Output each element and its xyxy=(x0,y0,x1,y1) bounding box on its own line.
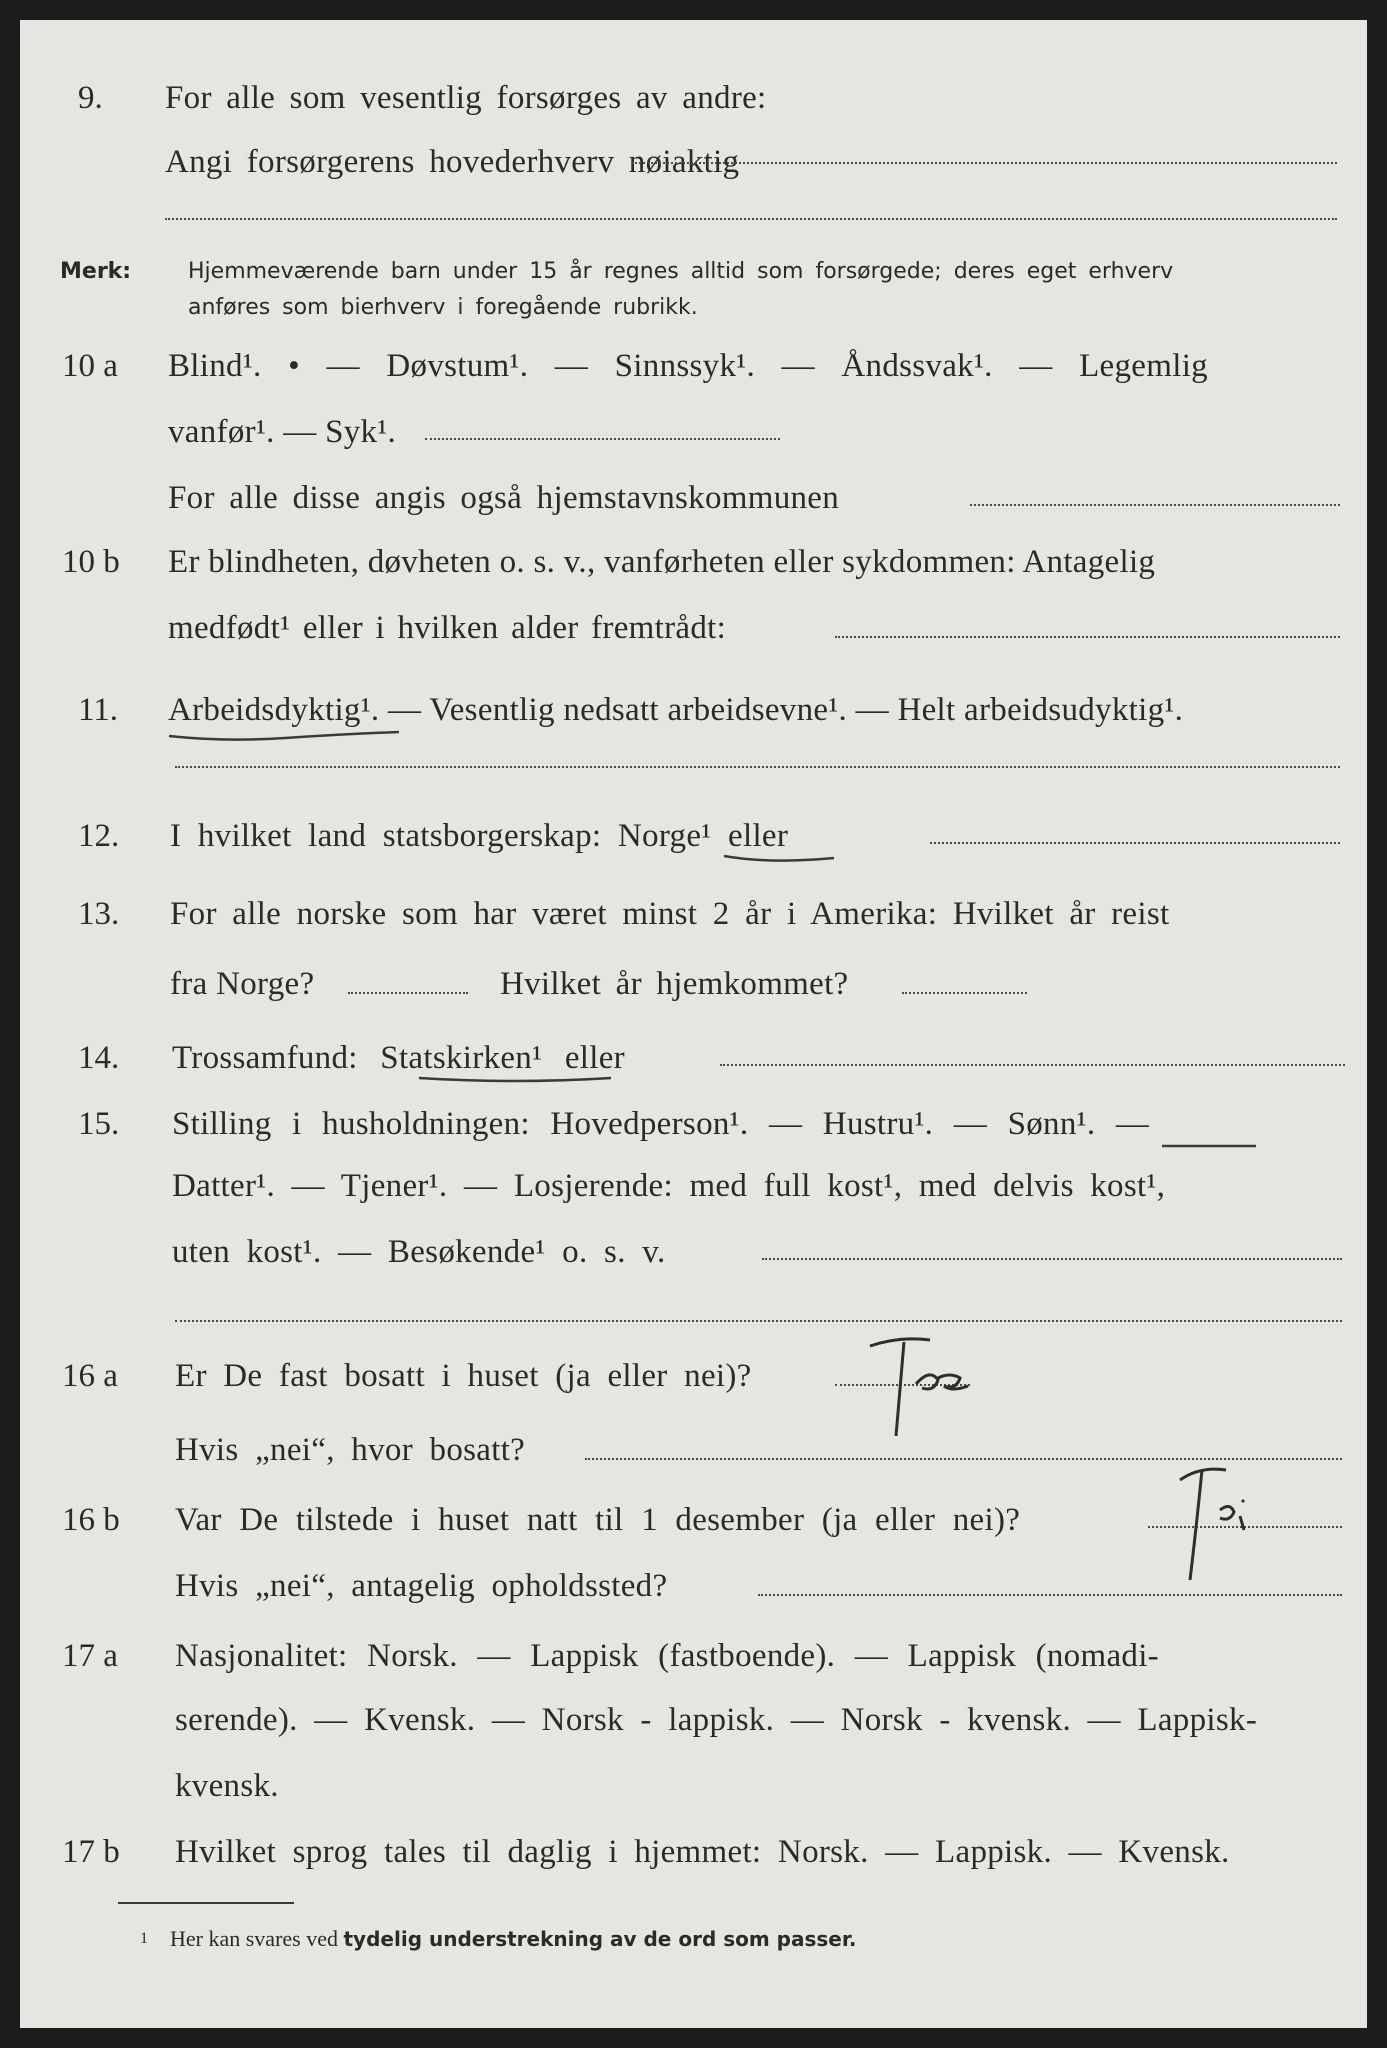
q9-text-line1: For alle som vesentlig forsørges av andre: xyxy=(165,80,767,116)
q10b-answer-line[interactable] xyxy=(835,636,1340,638)
q15-text-line2: Datter¹. — Tjener¹. — Losjerende: med full kost¹, med delvis kost¹, xyxy=(172,1168,1166,1204)
q17a-text-line2: serende). — Kvensk. — Norsk - lappisk. — Norsk - kvensk. — Lappisk- xyxy=(175,1702,1258,1738)
statskirken-underline xyxy=(415,1072,615,1086)
q10a-syk-answer-line[interactable] xyxy=(425,438,780,440)
q14-number: 14. xyxy=(78,1040,120,1076)
q16a-text-line2: Hvis „nei“, hvor bosatt? xyxy=(175,1432,526,1468)
q16a-text-line1: Er De fast bosatt i huset (ja eller nei)? xyxy=(175,1358,752,1394)
q13-reist-answer-line[interactable] xyxy=(348,992,468,994)
q13-hjemkommet-answer-line[interactable] xyxy=(902,992,1027,994)
q11-number: 11. xyxy=(78,692,119,728)
q10b-text-line2: medfødt¹ eller i hvilken alder fremtrådt: xyxy=(168,610,727,646)
merk-text-line1: Hjemmeværende barn under 15 år regnes alltid som forsørgede; deres eget erhverv xyxy=(188,259,1174,284)
form-page xyxy=(20,20,1367,2028)
q15-answer-line2[interactable] xyxy=(175,1320,1342,1322)
q16b-opholdssted-answer-line[interactable] xyxy=(758,1594,1342,1596)
q16b-text-line2: Hvis „nei“, antagelig opholdssted? xyxy=(175,1568,668,1604)
footnote-bold: tydelig understrekning av de ord som passer. xyxy=(343,1927,857,1951)
q12-answer-line[interactable] xyxy=(930,842,1340,844)
q16a-number: 16 a xyxy=(62,1358,118,1394)
q15-answer-line[interactable] xyxy=(762,1258,1342,1260)
q9-answer-line[interactable] xyxy=(632,162,1337,164)
q13-text-line1: For alle norske som har været minst 2 år i Amerika: Hvilket år reist xyxy=(170,896,1170,932)
q9-text-line2: Angi forsørgerens hovederhverv nøiaktig xyxy=(165,144,740,180)
q16b-handwritten-answer xyxy=(1160,1460,1270,1590)
q17a-text-line3: kvensk. xyxy=(175,1768,279,1804)
q10a-text-line3: For alle disse angis også hjemstavnskommunen xyxy=(168,480,840,516)
q13-number: 13. xyxy=(78,896,120,932)
q10a-text-line1: Blind¹. • — Døvstum¹. — Sinnssyk¹. — Åndssvak¹. — Legemlig xyxy=(168,348,1208,384)
q13-text-line2b: Hvilket år hjemkommet? xyxy=(500,966,849,1002)
q17b-text-line1: Hvilket sprog tales til daglig i hjemmet: Norsk. — Lappisk. — Kvensk. xyxy=(175,1834,1230,1870)
q15-number: 15. xyxy=(78,1106,120,1142)
q16b-number: 16 b xyxy=(62,1502,120,1538)
q14-text-line1: Trossamfund: Statskirken¹ eller xyxy=(172,1040,625,1076)
q9-answer-line2[interactable] xyxy=(165,218,1337,220)
q16a-handwritten-answer xyxy=(860,1328,980,1448)
q12-number: 12. xyxy=(78,818,120,854)
q13-text-line2a: fra Norge? xyxy=(170,966,315,1002)
q9-number: 9. xyxy=(78,80,103,116)
q17b-number: 17 b xyxy=(62,1834,120,1870)
q15-text-line1: Stilling i husholdningen: Hovedperson¹. — Hustru¹. — Sønn¹. — xyxy=(172,1106,1150,1142)
sonn-underline xyxy=(1160,1140,1260,1152)
q14-answer-line[interactable] xyxy=(720,1064,1345,1066)
q11-text-line1: Arbeidsdyktig¹. — Vesentlig nedsatt arbeidsevne¹. — Helt arbeidsudyktig¹. xyxy=(168,692,1184,728)
q10a-text-line2: vanfør¹. — Syk¹. xyxy=(168,414,397,450)
q12-text-line1: I hvilket land statsborgerskap: Norge¹ eller xyxy=(170,818,789,854)
footnote-plain: Her kan svares ved xyxy=(170,1926,338,1951)
footnote-mark: 1 xyxy=(140,1930,148,1947)
q10b-number: 10 b xyxy=(62,544,120,580)
norge-underline xyxy=(720,850,840,866)
q15-text-line3: uten kost¹. — Besøkende¹ o. s. v. xyxy=(172,1234,666,1270)
merk-label: Merk: xyxy=(60,259,132,284)
q10b-text-line1: Er blindheten, døvheten o. s. v., vanførheten eller sykdommen: Antagelig xyxy=(168,544,1156,580)
footnote-divider xyxy=(118,1902,294,1904)
q11-answer-line[interactable] xyxy=(175,766,1340,768)
footnote-text xyxy=(170,1926,856,1952)
q17a-text-line1: Nasjonalitet: Norsk. — Lappisk (fastboende). — Lappisk (nomadi- xyxy=(175,1638,1159,1674)
arbeidsdyktig-underline xyxy=(165,726,405,746)
merk-text-line2: anføres som bierhverv i foregående rubrikk. xyxy=(188,295,698,320)
q17a-number: 17 a xyxy=(62,1638,118,1674)
q16b-text-line1: Var De tilstede i huset natt til 1 desember (ja eller nei)? xyxy=(175,1502,1021,1538)
q10a-hjemstavn-answer-line[interactable] xyxy=(970,504,1340,506)
q10a-number: 10 a xyxy=(62,348,118,384)
